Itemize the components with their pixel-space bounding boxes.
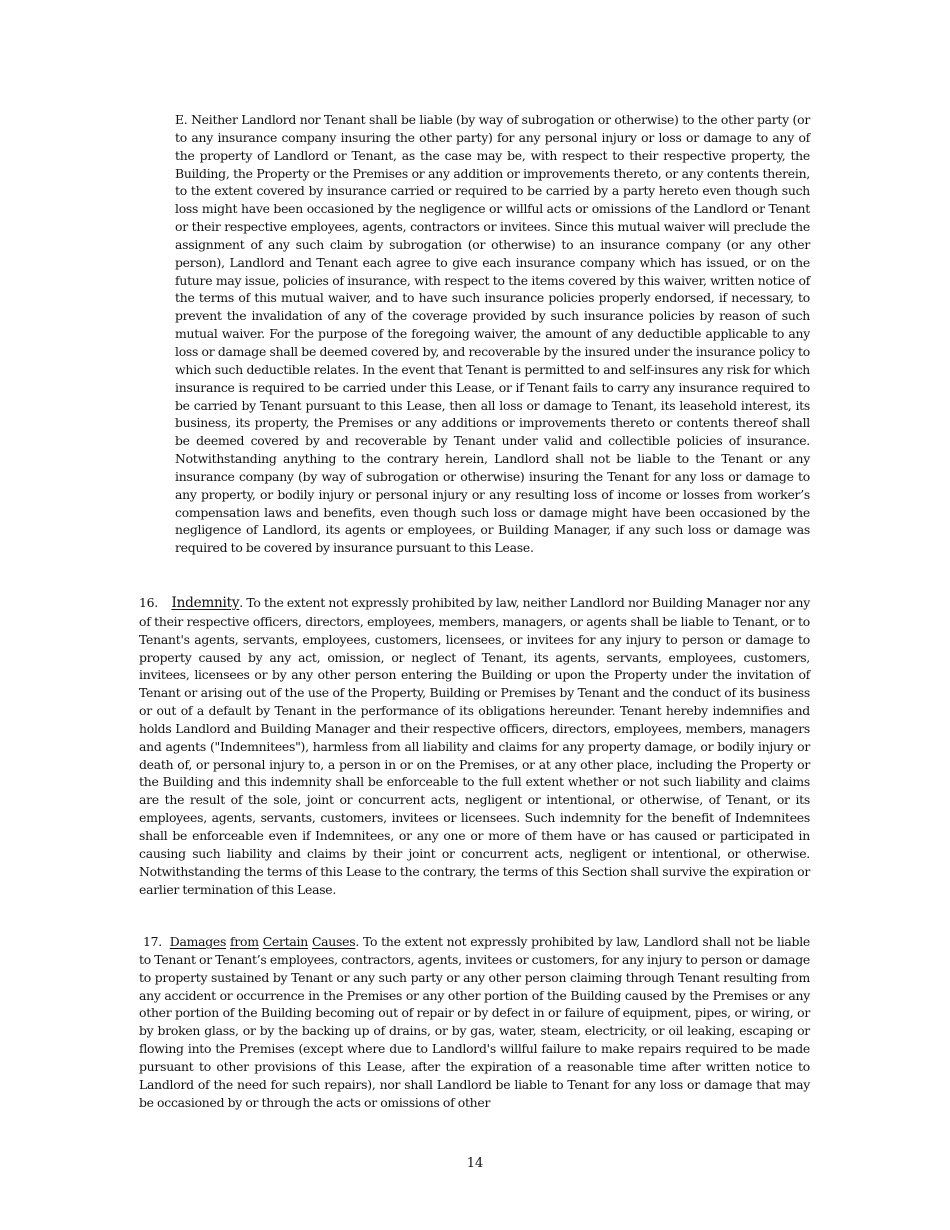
section-17-body: To the extent not expressly prohibited by law, Landlord shall not be liable to Tenant or Tenant’s employees, contractors, agents, invitees or customers, for any injury to person or damage to property sustained by Tenant or any such party or any other person claiming through Tenant resulting from any accident or occurrence in the Premises or any other portion of the Building caused by the Premises or any other portion of the Building becoming out of repair or by defect in or failure of equipment, pipes, or wiring, or by broken glass, or by the backing up of drains, or by gas, water, steam, electricity, or oil leaking, escaping or flowing into the Premises (except where due to Landlord's willful failure to make repairs required to be made pursuant to other provisions of this Lease, after the expiration of a reasonable time after written notice to Landlord of the need for such repairs), nor shall Landlord be liable to Tenant for any loss or damage that may be occasioned by or through the acts or omissions of other [139, 934, 811, 1110]
section-17-heading-period: . [355, 934, 360, 949]
section-16-heading-period: . [239, 595, 243, 610]
section-16-body: To the extent not expressly prohibited by law, neither Landlord nor Building Manager nor any of their respective officers, directors, employees, members, managers, or agents shall be liable to Tenant, or to Tenant's agents, servants, employees, customers, licensees, or invitees for any injury to person or damage to property caused by any act, omission, or neglect of Tenant, its agents, servants, employees, customers, invitees, licensees or by any other person entering the Building or upon the Property under the invitation of Tenant or arising out of the use of the Property, Building or Premises by Tenant and the conduct of its business or out of a default by Tenant in the performance of its obligations hereunder. Tenant hereby indemnifies and holds Landlord and Building Manager and their respective officers, directors, employees, members, managers and agents ("Indemnitees"), harmless from all liability and claims for any property damage, or bodily injury or death of, or personal injury to, a person in or on the Premises, or at any other place, including the Property or the Building and this indemnity shall be enforceable to the full extent whether or not such liability and claims are the result of the sole, joint or concurrent acts, negligent or intentional, or otherwise, of Tenant, or its employees, agents, servants, customers, invitees or licensees. Such indemnity for the benefit of Indemnitees shall be enforceable even if Indemnitees, or any one or more of them have or has caused or participated in causing such liability and claims by their joint or concurrent acts, negligent or intentional, or otherwise. Notwithstanding the terms of this Lease to the contrary, the terms of this Section shall survive the expiration or earlier termination of this Lease. [139, 595, 811, 897]
section-16-heading: Indemnity [171, 595, 240, 611]
section-17-heading-word: from [230, 934, 259, 949]
paragraph-e-text: E. Neither Landlord nor Tenant shall be liable (by way of subrogation or otherwise) to the other party (or to any insurance company insuring the other party) for any personal injury or loss or damage to any of the property of Landlord or Tenant, as the case may be, with respect to their respective property, the Building, the Property or the Premises or any addition or improvements thereto, or any contents therein, to the extent covered by insurance carried or required to be carried by a party hereto even though such loss might have been occasioned by the negligence or willful acts or omissions of the Landlord or Tenant or their respective employees, agents, contractors or invitees. Since this mutual waiver will preclude the assignment of any such claim by subrogation (or otherwise) to an insurance company (or any other person), Landlord and Tenant each agree to give each insurance company which has issued, or on the future may issue, policies of insurance, with respect to the items covered by this waiver, written notice of the terms of this mutual waiver, and to have such insurance policies properly endorsed, if necessary, to prevent the invalidation of any of the coverage provided by such insurance policies by reason of such mutual waiver. For the purpose of the foregoing waiver, the amount of any deductible applicable to any loss or damage shall be deemed covered by, and recoverable by the insured under the insurance policy to which such deductible relates. In the event that Tenant is permitted to and self-insures any risk for which insurance is required to be carried under this Lease, or if Tenant fails to carry any insurance required to be carried by Tenant pursuant to this Lease, then all loss or damage to Tenant, its leasehold interest, its business, its property, the Premises or any additions or improvements thereto or contents thereof shall be deemed covered by and recoverable by Tenant under valid and collectible policies of insurance. Notwithstanding anything to the contrary herein, Landlord shall not be liable to the Tenant or any insurance company (by way of subrogation or otherwise) insuring the Tenant for any loss or damage to any property, or bodily injury or personal injury or any resulting loss of income or losses from worker’s compensation laws and benefits, even though such loss or damage might have been occasioned by the negligence of Landlord, its agents or employees, or Building Manager, if any such loss or damage was required to be covered by insurance pursuant to this Lease. [175, 112, 810, 556]
section-16-indemnity [139, 594, 810, 898]
page-number: 14 [466, 1156, 484, 1171]
section-17-number: 17. [142, 934, 162, 949]
section-17-heading-word: Certain [262, 934, 308, 949]
section-16-number: 16. [139, 595, 158, 610]
section-17-heading-word: Damages [169, 934, 227, 949]
paragraph-e [175, 111, 810, 557]
section-17-heading-word: Causes [311, 934, 356, 949]
section-17-damages [139, 933, 810, 1111]
